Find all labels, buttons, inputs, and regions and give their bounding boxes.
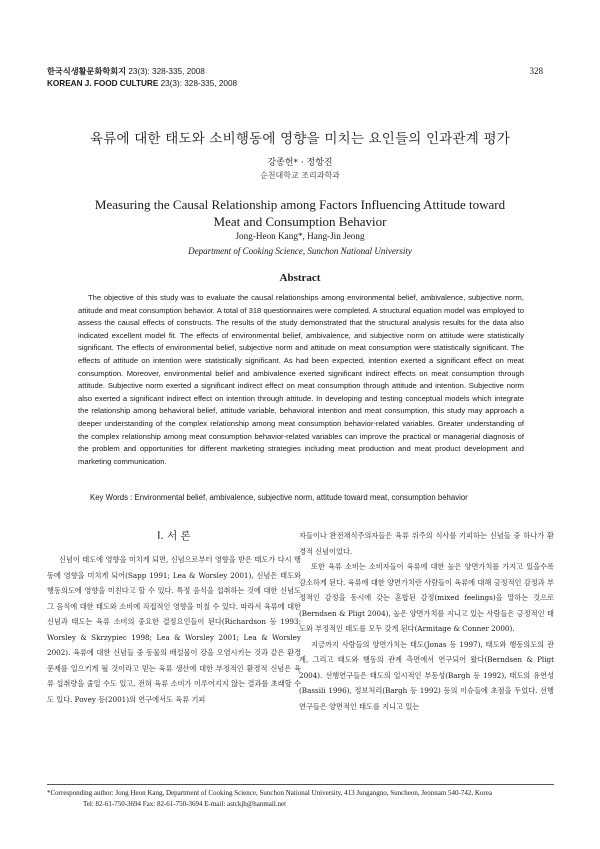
affiliation-english: Department of Cooking Science, Sunchon National University [188, 246, 412, 256]
title-english [80, 196, 520, 230]
title-english-line-1: Measuring the Causal Relationship among Factors Influencing Attitude toward [94, 197, 506, 212]
footnote [47, 788, 557, 809]
footnote-line-2: Tel: 82-61-750-3694 Fax: 82-61-750-3694 E-mail: astckjh@hanmail.net [83, 799, 287, 808]
left-column-paragraph: 신념이 태도에 영향을 미치게 되면, 신념으로부터 영향을 받은 태도가 다시 행동에 영향을 미치게 되어(Sapp 1991; Lea & Worsley 2001), 신념은 태도와 행동의도에 영향을 미친다고 할 수 있다. 특정 음식을 섭취하는 것에 대한 신념도 그 음식에 대한 태도와 소비에 직접적인 영향을 미칠 수 있다. 따라서 육류에 대한 신념과 태도는 육류 소비의 중요한 결정요인들이 된다(Richardson 등 1993; Worsley & Skrzypiec 1998; Lea & Worsley 2001; Lea & Worsley 2002). 육류에 대한 신념들 중 동물의 배설물이 강을 오염시키는 것과 같은 환경문제를 일으키게 될 것이라고 믿는 육류 생산에 대한 부정적인 환경적 신념은 육류 섭취량을 줄일 수도 있고, 전혀 육류 소비가 이루어지지 않는 결과를 초래할 수도 있다. Povey 등(2001)의 연구에서도 육류 기피 [47, 555, 301, 704]
right-column-paragraph-2: 또한 육류 소비는 소비자들이 육류에 대한 높은 양면가치를 가지고 있을수록 감소하게 된다. 육류에 대한 양면가치란 사람들이 육류에 대해 긍정적인 감정과 부정적인 감정을 동시에 갖는 혼합된 감정(mixed feelings)을 말하는 것으로(Berndsen & Pligt 2004), 높은 양면가치를 지니고 있는 사람들은 긍정적인 태도와 부정적인 태도를 모두 갖게 된다(Armitage & Conner 2000). [299, 562, 554, 633]
journal-en-line [47, 78, 237, 90]
page-number: 328 [529, 66, 543, 76]
authors-english: Jong-Heon Kang*, Hang-Jin Jeong [235, 231, 365, 241]
keywords-label: Key Words : [90, 493, 133, 502]
journal-header [47, 66, 237, 90]
title-korean: 육류에 대한 태도와 소비행동에 영향을 미치는 요인들의 인과관계 평가 [90, 131, 510, 147]
journal-en-name: KOREAN J. FOOD CULTURE [47, 79, 159, 88]
section-heading-introduction: Ⅰ. 서 론 [157, 530, 191, 542]
keywords-text: Environmental belief, ambivalence, subjective norm, attitude toward meat, consumption behavior [132, 493, 468, 502]
abstract-heading: Abstract [279, 272, 321, 284]
journal-ko-line [47, 66, 237, 78]
footnote-line-1: *Corresponding author: Jong Heon Kang, Department of Cooking Science, Sunchon National University, 413 Jungangno, Suncheon, Jeonnam 540-742, Korea [47, 789, 492, 797]
left-column [47, 528, 301, 707]
title-english-line-2: Meat and Consumption Behavior [213, 214, 387, 229]
keywords [90, 493, 530, 502]
right-column-paragraph-3: 지금까지 사람들의 양면가치는 태도(Jonas 등 1997), 태도와 행동의도의 관계, 그리고 태도와 행동의 관계 측면에서 연구되어 왔다(Berndsen & Pligt 2004). 선행연구들은 태도의 일시적인 부동성(Bargh 등 1992), 태도의 유연성(Bassili 1996), 정보처리(Bargh 등 1992) 등의 이슈들에 초점을 두었다. 선행연구들은 양면적인 태도를 지니고 있는 [299, 639, 554, 711]
journal-ko-name: 한국식생활문화학회지 [47, 67, 127, 76]
abstract-body: The objective of this study was to evaluate the causal relationships among environmental belief, ambivalence, subjective norm, attitude and meat consumption behavior. A total of 318 questionnaires were completed. A structural equation model was employed to assess the causal effects of constructs. The results of the study demonstrated that the structural analysis results for the data also indicated excellent model fit. The effects of environmental belief, ambivalence, and subjective norm on attitude were statistically significant. The effects of environmental belief, subjective norm and attitude on meat consumption were statistically significant. The effects of attitude on intention were statistically significant. As had been expected, intention exerted a significant effect on meat consumption. Moreover, environmental belief and ambivalence exerted significant indirect effects on meat consumption through attitude. Subjective norm exerted a significant indirect effect on meat consumption through attitude and intention. Subjective norm also exerted a significant indirect effect on intention through attitude. In developing and testing conceptual models which integrate the relationship among behavioral belief, attitude variable, behavioral intention and meat consumption, this study may approach a deeper understanding of the complex relationship among meat consumption behavior-related variables. Greater understanding of the complex relationship among meat consumption behavior-related variables can improve the practical or managerial diagnosis of the problem and opportunities for different marketing strategies including meat production and meat product development and marketing communication. [78, 293, 524, 466]
footnote-divider [47, 784, 554, 785]
journal-en-issue: 23(3): 328-335, 2008 [160, 79, 238, 88]
right-column [299, 528, 554, 714]
affiliation-korean: 순천대학교 조리과학과 [260, 171, 340, 180]
journal-ko-issue: 23(3): 328-335, 2008 [128, 67, 205, 76]
right-column-paragraph-1: 자들이나 완전채식주의자들은 육류 위주의 식사를 기피하는 신념들 중 하나가 환경적 신념이었다. [299, 531, 554, 556]
authors-korean: 강종헌* · 정항진 [267, 158, 333, 168]
